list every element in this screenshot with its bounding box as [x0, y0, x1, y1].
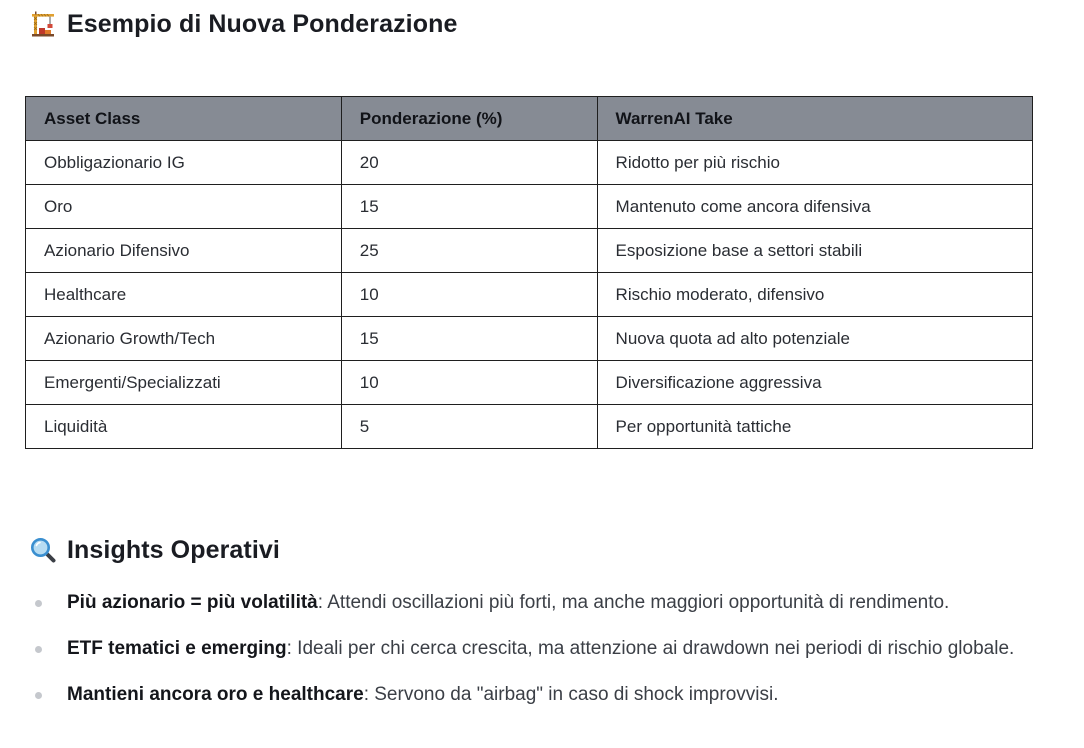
insight-title: Mantieni ancora oro e healthcare — [67, 684, 364, 705]
asset-class-cell: Liquidità — [26, 405, 342, 449]
weight-cell: 25 — [341, 229, 597, 273]
take-cell: Ridotto per più rischio — [597, 141, 1032, 185]
section-heading-insights — [30, 534, 280, 566]
section-heading-ponderazione — [30, 8, 457, 40]
asset-class-cell: Azionario Growth/Tech — [26, 317, 342, 361]
weight-cell: 10 — [341, 361, 597, 405]
magnifying-glass-icon — [30, 537, 56, 563]
column-header-asset-class: Asset Class — [26, 97, 342, 141]
list-item — [32, 584, 1082, 621]
table-row — [26, 185, 1033, 229]
table-row — [26, 273, 1033, 317]
table-row — [26, 361, 1033, 405]
asset-class-cell: Azionario Difensivo — [26, 229, 342, 273]
table-row — [26, 405, 1033, 449]
take-cell: Nuova quota ad alto potenziale — [597, 317, 1032, 361]
weight-cell: 15 — [341, 317, 597, 361]
insight-title: ETF tematici e emerging — [67, 638, 287, 659]
list-item — [32, 676, 1082, 713]
section-title: Insights Operativi — [67, 535, 280, 564]
insights-list — [32, 584, 1082, 722]
insight-text: : Ideali per chi cerca crescita, ma attenzione ai drawdown nei periodi di rischio globale. — [286, 638, 1015, 659]
asset-class-cell: Obbligazionario IG — [26, 141, 342, 185]
take-cell: Rischio moderato, difensivo — [597, 273, 1032, 317]
take-cell: Diversificazione aggressiva — [597, 361, 1032, 405]
table-row — [26, 141, 1033, 185]
list-item — [32, 630, 1082, 667]
insight-text: : Attendi oscillazioni più forti, ma anche maggiori opportunità di rendimento. — [317, 592, 950, 613]
bullet-icon — [35, 600, 42, 607]
construction-crane-icon — [30, 11, 56, 37]
column-header-warrenai-take: WarrenAI Take — [597, 97, 1032, 141]
weight-cell: 5 — [341, 405, 597, 449]
asset-class-cell: Emergenti/Specializzati — [26, 361, 342, 405]
section-title: Esempio di Nuova Ponderazione — [67, 9, 458, 38]
asset-class-cell: Healthcare — [26, 273, 342, 317]
take-cell: Per opportunità tattiche — [597, 405, 1032, 449]
take-cell: Esposizione base a settori stabili — [597, 229, 1032, 273]
table-row — [26, 229, 1033, 273]
bullet-icon — [35, 692, 42, 699]
table-header-row — [26, 97, 1033, 141]
bullet-icon — [35, 646, 42, 653]
weight-cell: 20 — [341, 141, 597, 185]
table-row — [26, 317, 1033, 361]
weight-cell: 15 — [341, 185, 597, 229]
allocation-table — [25, 96, 1033, 449]
insight-text: : Servono da "airbag" in caso di shock improvvisi. — [363, 684, 779, 705]
weight-cell: 10 — [341, 273, 597, 317]
insight-title: Più azionario = più volatilità — [67, 592, 318, 613]
take-cell: Mantenuto come ancora difensiva — [597, 185, 1032, 229]
asset-class-cell: Oro — [26, 185, 342, 229]
column-header-ponderazione: Ponderazione (%) — [341, 97, 597, 141]
